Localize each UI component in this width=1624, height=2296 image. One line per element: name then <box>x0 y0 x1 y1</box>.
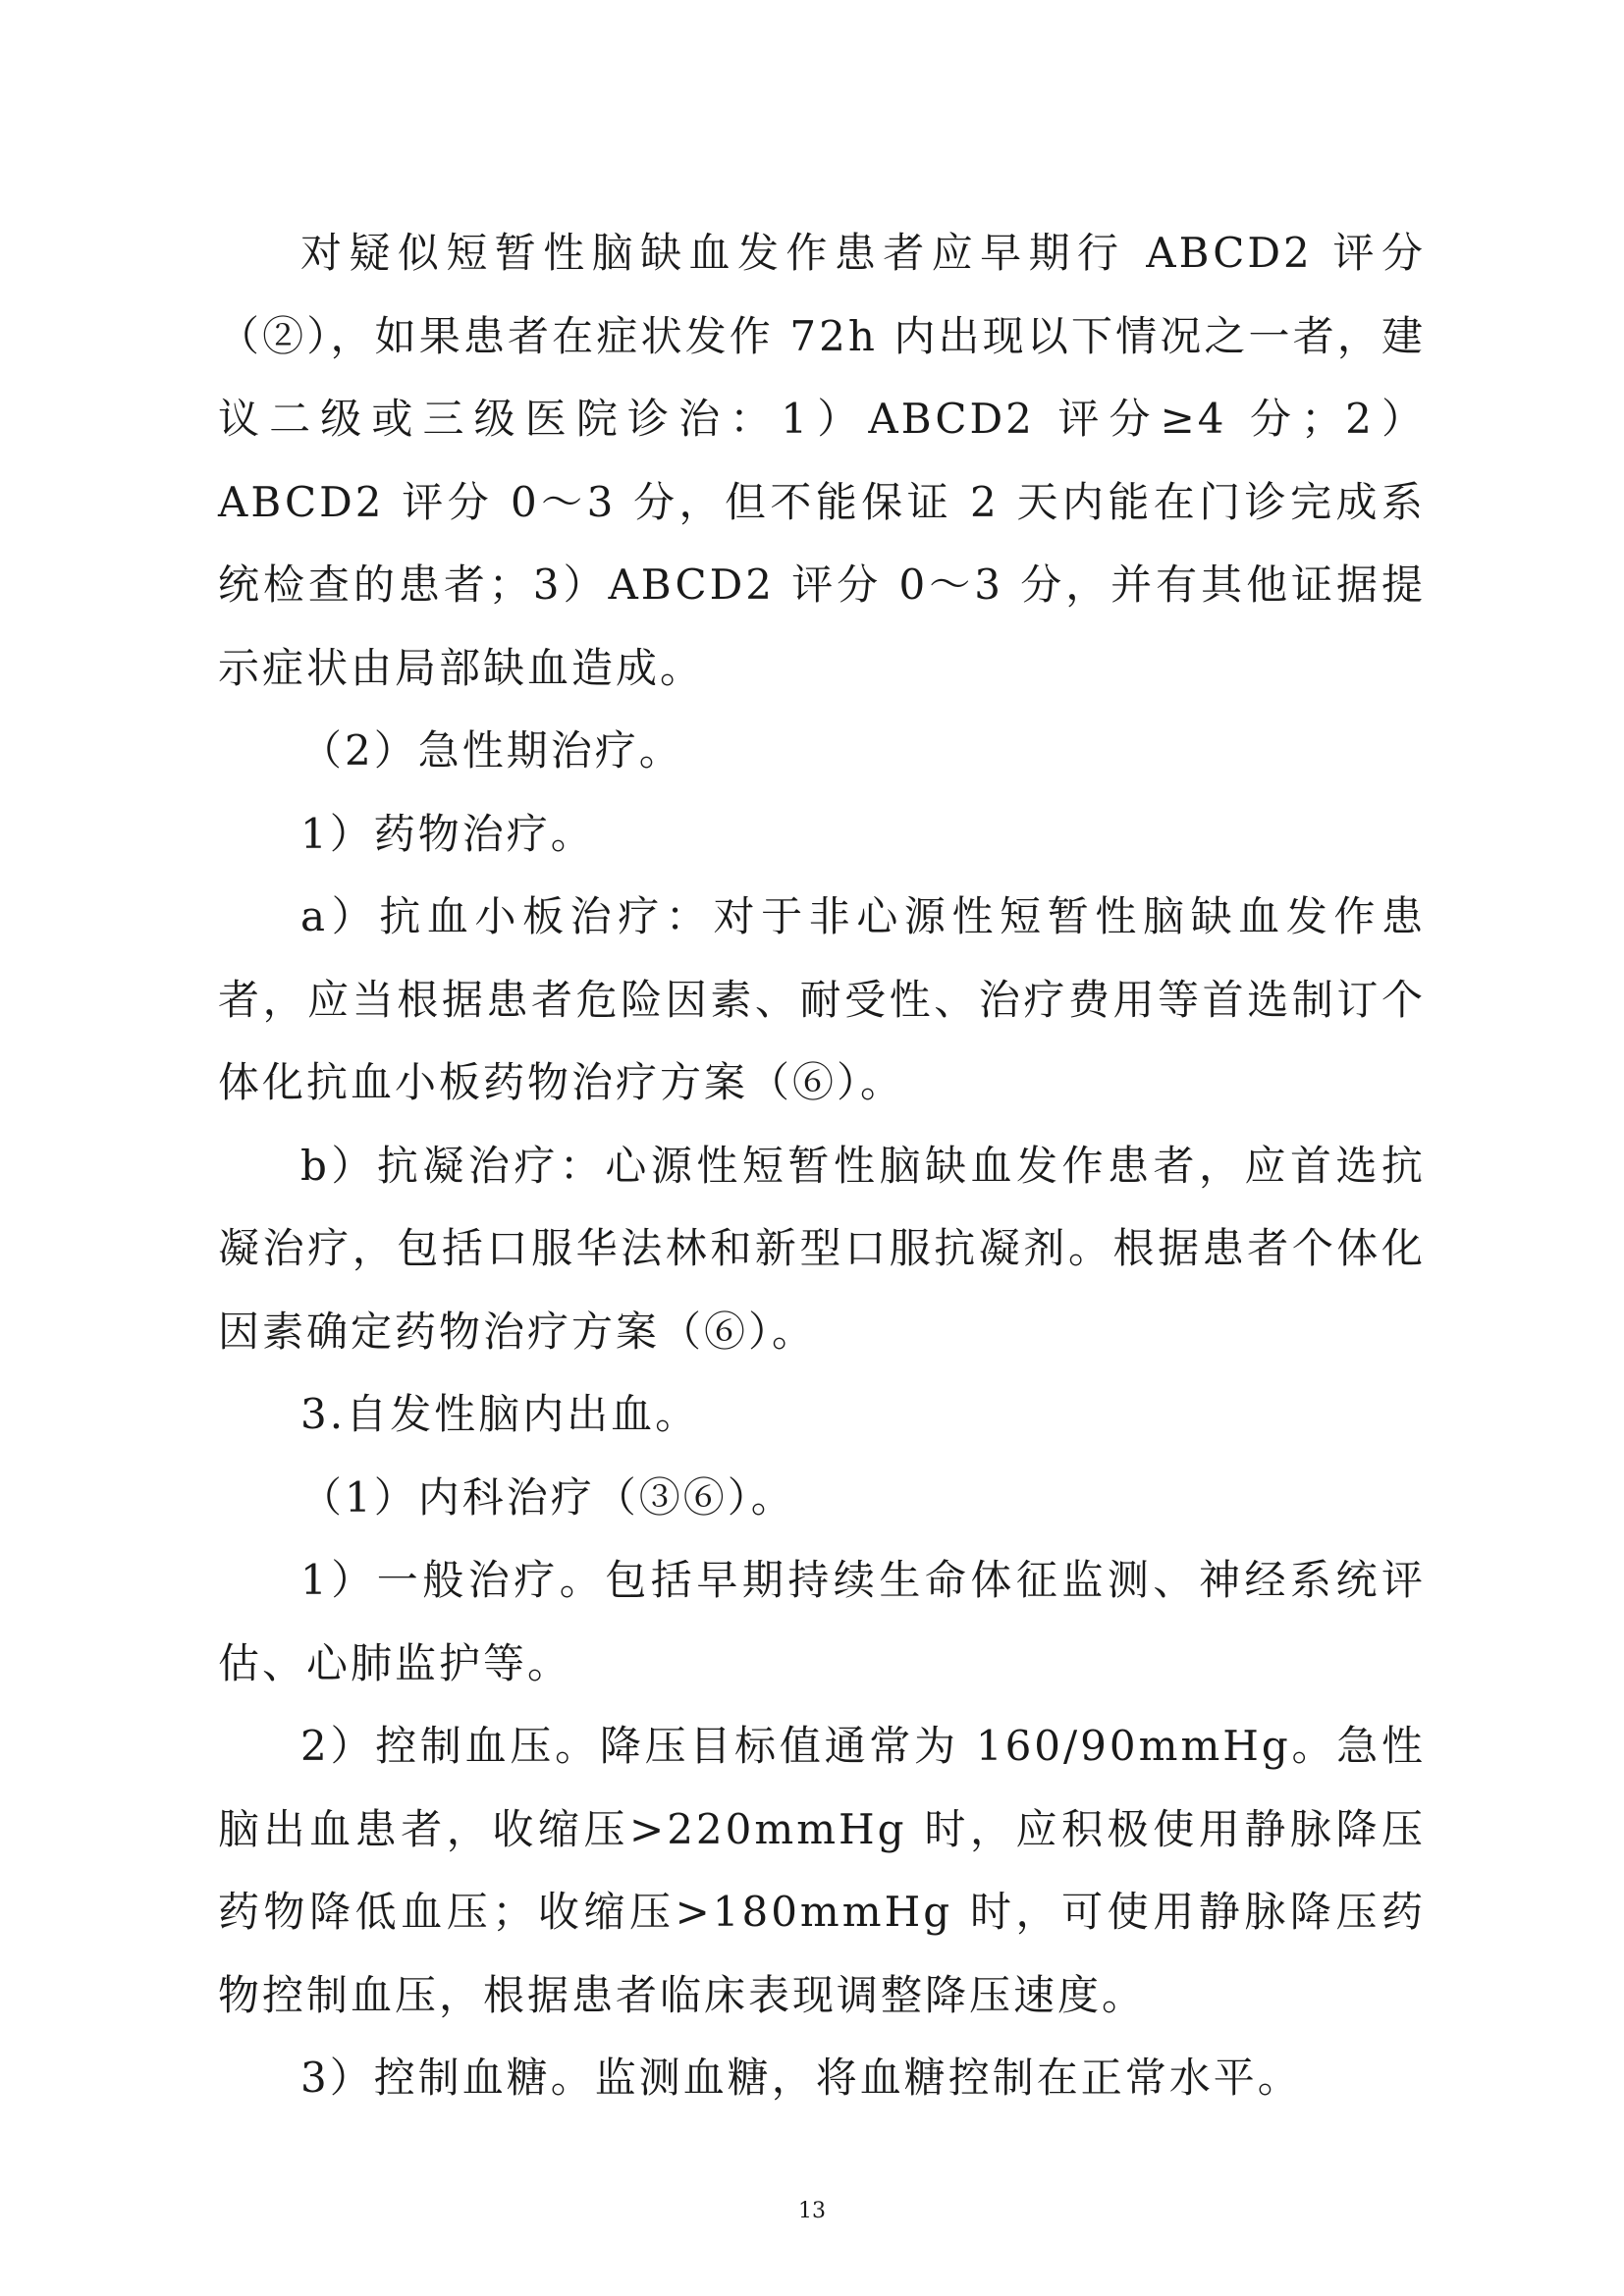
heading-acute-phase-treatment: （2）急性期治疗。 <box>300 726 683 774</box>
paragraph-abcd2-assessment: 对疑似短暂性脑缺血发作患者应早期行 ABCD2 评分（②），如果患者在症状发作 72h 内出现以下情况之一者，建议二级或三级医院诊治：1）ABCD2 评分≥4 分；2）ABCD2 评分 0～3 分，但不能保证 2 天内能在门诊完成系统检查的患者；3）ABCD2 评分 0～3 分，并有其他证据提示症状由局部缺血造成。 <box>218 229 1426 692</box>
heading-drug-therapy: 1）药物治疗。 <box>300 809 595 858</box>
heading-medical-treatment: （1）内科治疗（③⑥）。 <box>300 1472 795 1522</box>
document-body <box>218 212 1426 2120</box>
paragraph-general-treatment: 1）一般治疗。包括早期持续生命体征监测、神经系统评估、心肺监护等。 <box>218 1556 1426 1687</box>
paragraph-blood-pressure-control: 2）控制血压。降压目标值通常为 160/90mmHg。急性脑出血患者，收缩压>220mmHg 时，应积极使用静脉降压药物降低血压；收缩压>180mmHg 时，可使用静脉降压药物控制血压，根据患者临床表现调整降压速度。 <box>218 1722 1426 2019</box>
paragraph-blood-glucose-control: 3）控制血糖。监测血糖，将血糖控制在正常水平。 <box>300 2054 1302 2102</box>
page-number: 13 <box>798 2199 826 2223</box>
paragraph-anticoagulant-therapy: b）抗凝治疗：心源性短暂性脑缺血发作患者，应首选抗凝治疗，包括口服华法林和新型口服抗凝剂。根据患者个体化因素确定药物治疗方案（⑥）。 <box>218 1141 1426 1356</box>
heading-spontaneous-intracerebral-hemorrhage: 3.自发性脑内出血。 <box>300 1390 700 1438</box>
paragraph-antiplatelet-therapy: a）抗血小板治疗：对于非心源性短暂性脑缺血发作患者，应当根据患者危险因素、耐受性、治疗费用等首选制订个体化抗血小板药物治疗方案（⑥）。 <box>218 892 1426 1106</box>
